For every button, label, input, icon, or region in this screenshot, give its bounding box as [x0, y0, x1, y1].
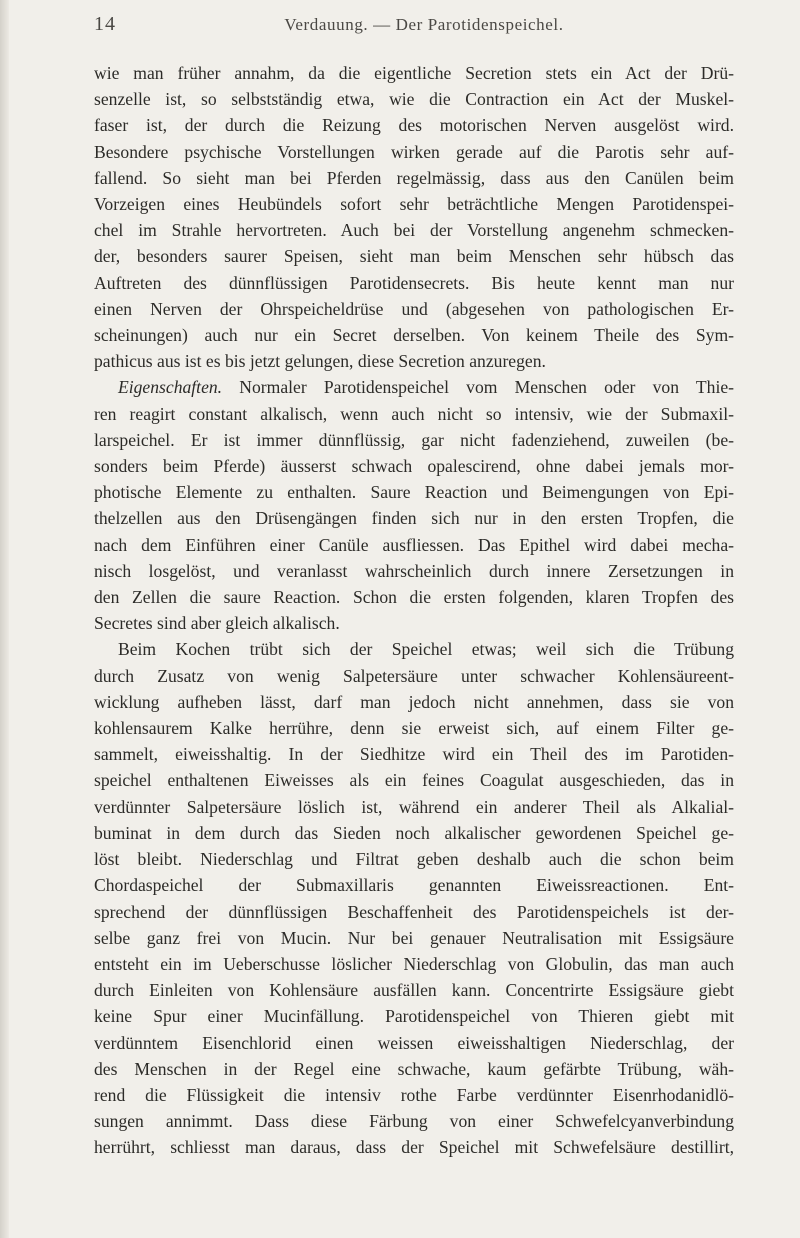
text-line: thelzellen aus den Drüsengängen finden sich nur in den ersten Tropfen, die — [94, 508, 734, 529]
text-line: larspeichel. Er ist immer dünnflüssig, gar nicht fadenziehend, zuweilen (be- — [94, 429, 734, 450]
text-line: Besondere psychische Vorstellungen wirken gerade auf die Parotis sehr auf- — [94, 141, 734, 162]
text-line — [94, 374, 734, 400]
text-line: wie man früher annahm, da die eigentliche Secretion stets ein Act der Drü- — [94, 63, 734, 83]
text-line: der, besonders saurer Speisen, sieht man beim Menschen sehr hübsch das — [94, 246, 734, 267]
text-line: keine Spur einer Mucinfällung. Parotidenspeichel von Thieren giebt mit — [94, 1006, 734, 1027]
text-line: senzelle ist, so selbstständig etwa, wie die Contraction ein Act der Muskel- — [94, 89, 734, 110]
text-line: sammelt, eiweisshaltig. In der Siedhitze wird ein Theil des im Parotiden- — [94, 744, 734, 765]
text-line: buminat in dem durch das Sieden noch alkalischer gewordenen Speichel ge- — [94, 822, 734, 843]
text-line: speichel enthaltenen Eiweisses als ein feines Coagulat ausgeschieden, das in — [94, 770, 734, 791]
text-line: photische Elemente zu enthalten. Saure Reaction und Beimengungen von Epi- — [94, 482, 734, 503]
text-line: ren reagirt constant alkalisch, wenn auch nicht so intensiv, wie der Submaxil- — [94, 403, 734, 424]
text-line: durch Einleiten von Kohlensäure ausfällen kann. Concentrirte Essigsäure giebt — [94, 980, 734, 1001]
text-line: rend die Flüssigkeit die intensiv rothe Farbe verdünnter Eisenrhodanidlö- — [94, 1084, 734, 1105]
text-line: löst bleibt. Niederschlag und Filtrat geben deshalb auch die schon beim — [94, 849, 734, 870]
text-line: einen Nerven der Ohrspeicheldrüse und (abgesehen von pathologischen Er- — [94, 298, 734, 319]
text-line: chel im Strahle hervortreten. Auch bei der Vorstellung angenehm schmecken- — [94, 220, 734, 241]
text-line: nach dem Einführen einer Canüle ausfliessen. Das Epithel wird dabei mecha- — [94, 534, 734, 555]
text-line: Auftreten des dünnflüssigen Parotidensecrets. Bis heute kennt man nur — [94, 272, 734, 293]
text-line: pathicus aus ist es bis jetzt gelungen, diese Secretion anzuregen. — [94, 351, 546, 372]
page-header — [94, 12, 734, 36]
text-line: sonders beim Pferde) äusserst schwach opalescirend, ohne dabei jemals mor- — [94, 456, 734, 477]
text-line: kohlensaurem Kalke herrühre, denn sie erweist sich, auf einem Filter ge- — [94, 718, 734, 739]
text-line: Chordaspeichel der Submaxillaris genannten Eiweissreactionen. Ent- — [94, 875, 734, 896]
text-line: Beim Kochen trübt sich der Speichel etwas; weil sich die Trübung — [118, 639, 734, 660]
text-line: selbe ganz frei von Mucin. Nur bei genauer Neutralisation mit Essigsäure — [94, 927, 734, 948]
page-number: 14 — [94, 13, 116, 35]
text-line: fallend. So sieht man bei Pferden regelmässig, dass aus den Canülen beim — [94, 167, 734, 188]
page-binding-edge — [0, 0, 9, 1238]
text-line-content: Normaler Parotidenspeichel vom Menschen oder von Thie- — [222, 377, 734, 398]
text-line: des Menschen in der Regel eine schwache, kaum gefärbte Trübung, wäh- — [94, 1058, 734, 1079]
text-line: entsteht ein im Ueberschusse löslicher Niederschlag von Globulin, das man auch — [94, 953, 734, 974]
text-line: Vorzeigen eines Heubündels sofort sehr beträchtliche Mengen Parotidenspei- — [94, 194, 734, 215]
text-line: scheinungen) auch nur ein Secret derselben. Von keinem Theile des Sym- — [94, 325, 734, 346]
text-line: sungen annimmt. Dass diese Färbung von einer Schwefelcyanverbindung — [94, 1111, 734, 1132]
text-line: Secretes sind aber gleich alkalisch. — [94, 613, 340, 634]
section-heading-italic: Eigenschaften. — [118, 377, 223, 398]
text-line: wicklung aufheben lässt, darf man jedoch nicht annehmen, dass sie von — [94, 691, 734, 712]
body-text — [94, 60, 734, 1161]
text-line: nisch losgelöst, und veranlasst wahrscheinlich durch innere Zersetzungen in — [94, 560, 734, 581]
text-line: durch Zusatz von wenig Salpetersäure unter schwacher Kohlensäureent- — [94, 665, 734, 686]
text-line: verdünnter Salpetersäure löslich ist, während ein anderer Theil als Alkalial- — [94, 796, 734, 817]
text-line: herrührt, schliesst man daraus, dass der Speichel mit Schwefelsäure destillirt, — [94, 1137, 734, 1158]
text-line: faser ist, der durch die Reizung des motorischen Nerven ausgelöst wird. — [94, 115, 734, 136]
text-line: den Zellen die saure Reaction. Schon die ersten folgenden, klaren Tropfen des — [94, 587, 734, 608]
text-line: verdünntem Eisenchlorid einen weissen eiweisshaltigen Niederschlag, der — [94, 1032, 734, 1053]
running-head: Verdauung. — Der Parotidenspeichel. — [284, 15, 564, 34]
text-line: sprechend der dünnflüssigen Beschaffenheit des Parotidenspeichels ist der- — [94, 901, 734, 922]
